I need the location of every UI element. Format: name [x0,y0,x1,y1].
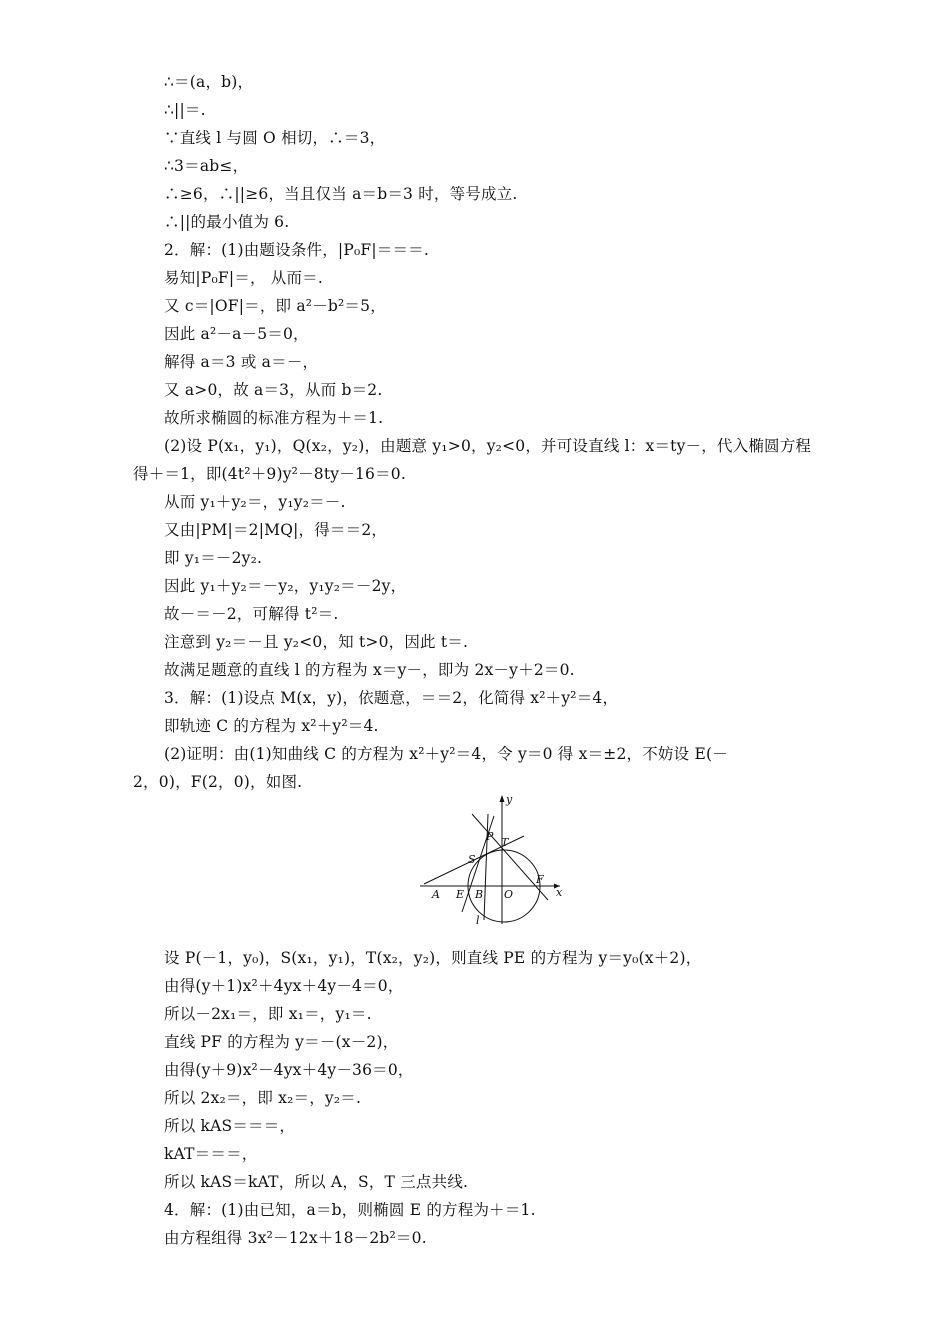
geometry-figure [418,792,568,932]
text-line: 直线 PF 的方程为 y＝－(x－2)， [164,1033,399,1051]
text-line: 2，0)，F(2，0)，如图. [133,773,303,791]
text-line: 2．解：(1)由题设条件，|P₀F|＝＝＝. [164,241,429,259]
label-o: O [504,888,514,901]
text-line: 即 y₁＝－2y₂. [164,549,263,567]
text-line: 4．解：(1)由已知，a＝b，则椭圆 E 的方程为＋＝1. [164,1201,536,1219]
text-line: 由得(y＋9)x²－4yx＋4y－36＝0， [164,1061,414,1079]
label-y: y [506,793,513,806]
text-line: 故－＝－2，可解得 t²＝. [164,605,339,623]
text-line: 得＋＝1，即(4t²＋9)y²－8ty－16＝0. [133,465,406,483]
label-f: F [536,873,544,886]
text-line: 因此 a²－a－5＝0， [164,325,309,343]
text-line: ∴||的最小值为 6. [164,213,290,231]
text-line: 所以 2x₂＝，即 x₂＝，y₂＝. [164,1089,362,1107]
text-line: (2)设 P(x₁，y₁)，Q(x₂，y₂)，由题意 y₁>0，y₂<0，并可设直线 l：x＝ty－，代入椭圆方程 [164,437,812,455]
text-line: 3．解：(1)设点 M(x，y)，依题意，＝＝2，化简得 x²＋y²＝4， [164,689,619,707]
label-t: T [501,836,509,849]
geometry-figure-svg [418,792,568,932]
text-line: kAT＝＝＝， [164,1145,258,1163]
text-line: ∵直线 l 与圆 O 相切，∴＝3， [164,129,386,147]
text-line: ∴＝(a，b)， [164,73,254,91]
text-line: 从而 y₁＋y₂＝，y₁y₂＝－. [164,493,346,511]
text-line: 设 P(－1，y₀)，S(x₁，y₁)，T(x₂，y₂)，则直线 PE 的方程为 y＝y₀(x＋2)， [164,949,702,967]
text-line: 又 a>0，故 a＝3，从而 b＝2. [164,381,383,399]
text-line: 注意到 y₂＝－且 y₂<0，知 t>0，因此 t＝. [164,633,469,651]
text-line: 因此 y₁＋y₂＝－y₂，y₁y₂＝－2y， [164,577,407,595]
label-p: P [486,830,494,843]
text-line: 即轨迹 C 的方程为 x²＋y²＝4. [164,717,379,735]
text-line: 所以 kAS＝＝＝， [164,1117,296,1135]
label-e: E [456,888,465,901]
text-line: 由得(y＋1)x²＋4yx＋4y－4＝0， [164,977,404,995]
label-a: A [432,888,440,901]
text-line: ∴3＝ab≤， [164,157,249,175]
text-line: 所以 kAS＝kAT，所以 A，S，T 三点共线. [164,1173,469,1191]
text-line: 又 c＝|OF|＝，即 a²－b²＝5， [164,297,386,315]
text-line: (2)证明：由(1)知曲线 C 的方程为 x²＋y²＝4，令 y＝0 得 x＝±2，不妨设 E(－ [164,745,728,763]
label-x: x [556,886,563,899]
text-line: 又由|PM|＝2|MQ|，得＝＝2， [164,521,388,539]
text-line: 由方程组得 3x²－12x＋18－2b²＝0. [164,1229,427,1247]
label-l: l [476,914,480,927]
text-line: 易知|P₀F|＝， 从而＝. [164,269,323,287]
text-line: 故所求椭圆的标准方程为＋＝1. [164,409,384,427]
text-line: 所以－2x₁＝，即 x₁＝，y₁＝. [164,1005,372,1023]
text-line: ∴||＝. [164,101,206,119]
text-line: 故满足题意的直线 l 的方程为 x＝y－，即为 2x－y＋2＝0. [164,661,575,679]
y-axis-arrow-icon [500,795,505,802]
label-b: B [475,888,484,901]
text-line: ∴≥6，∴||≥6，当且仅当 a＝b＝3 时，等号成立. [164,185,518,203]
label-s: S [468,853,476,866]
text-line: 解得 a＝3 或 a＝－， [164,353,319,371]
